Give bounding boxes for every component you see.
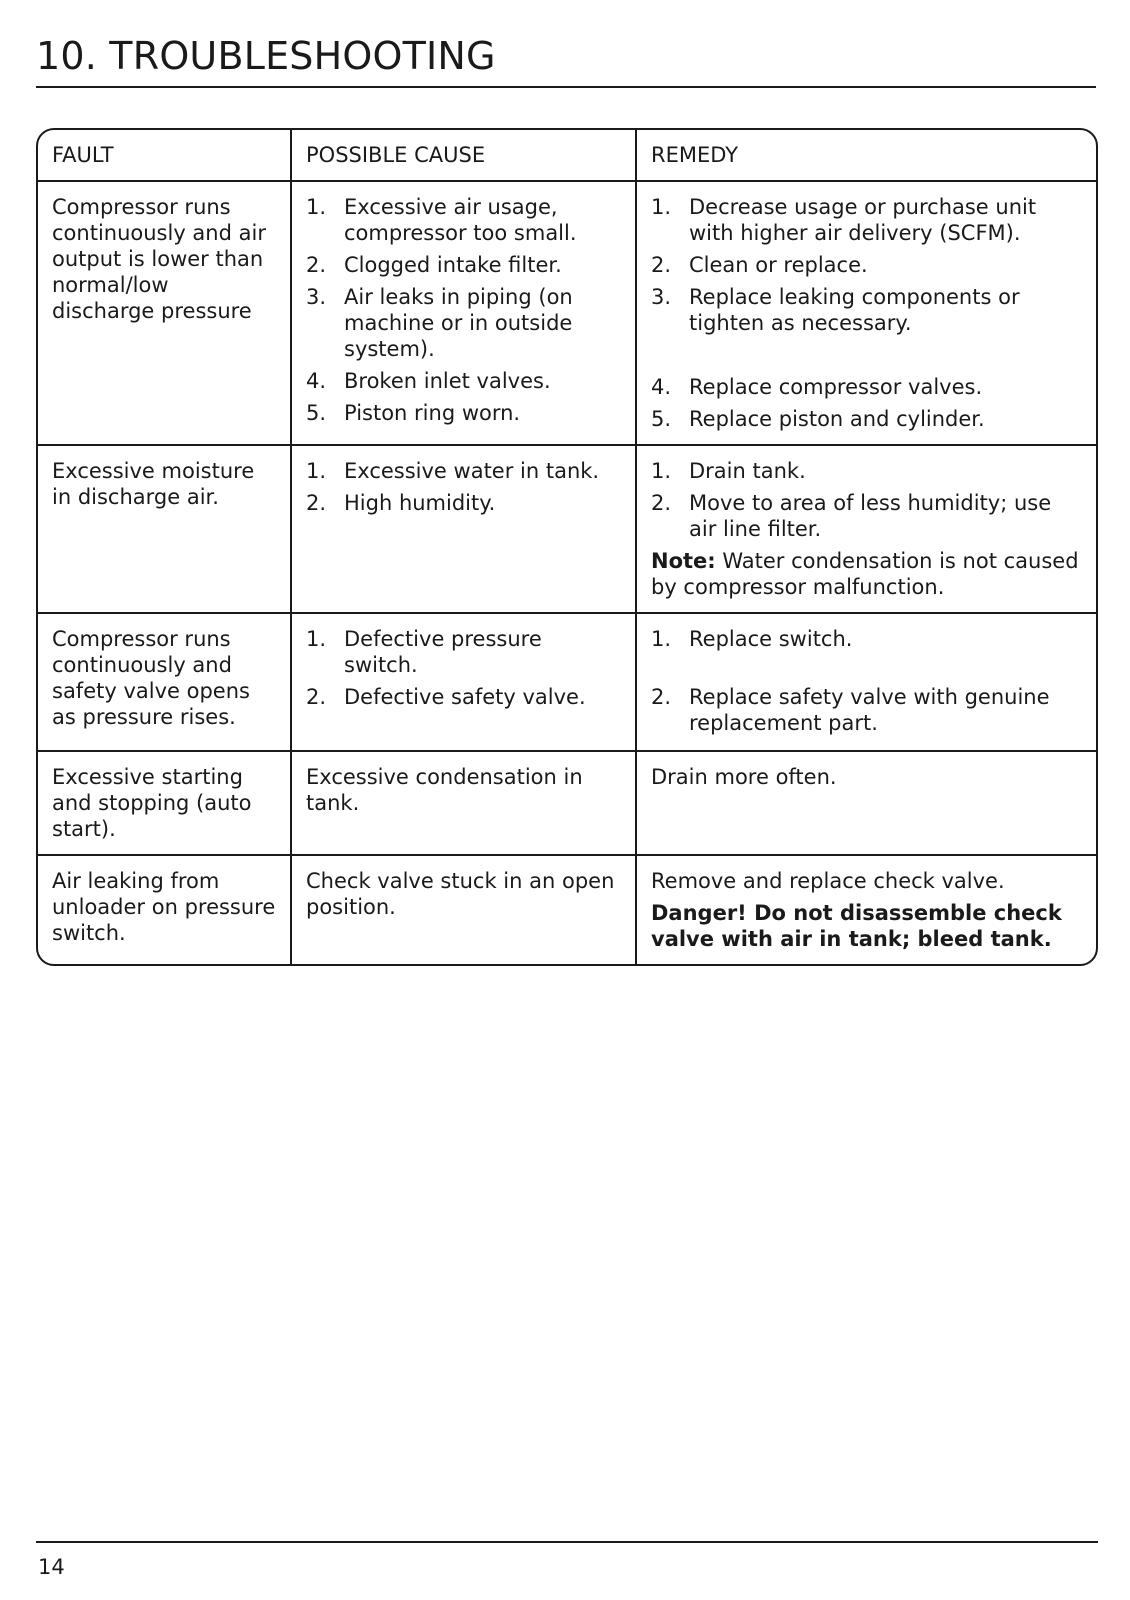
list-item: 5. Piston ring worn. <box>306 401 521 425</box>
list-item: 1. Decrease usage or purchase unit with higher air delivery (SCFM). <box>651 195 1037 245</box>
cause-cell <box>291 613 636 751</box>
list-item: 2. Defective safety valve. <box>306 685 586 709</box>
cause-list <box>306 626 621 710</box>
list-item: 1. Drain tank. <box>651 459 806 483</box>
cause-cell: Excessive condensation in tank. <box>291 751 636 855</box>
table-header-row <box>38 130 1096 181</box>
remedy-cell <box>636 855 1096 964</box>
fault-cell: Compressor runs continuously and safety valve opens as pressure rises. <box>38 613 291 751</box>
column-header-fault: FAULT <box>38 130 291 181</box>
fault-cell: Compressor runs continuously and air output is lower than normal/low discharge pressure <box>38 181 291 445</box>
list-item: 1. Excessive air usage, compressor too small. <box>306 195 577 245</box>
column-header-possible-cause: POSSIBLE CAUSE <box>291 130 636 181</box>
remedy-cell <box>636 181 1096 445</box>
remedy-list <box>651 458 1082 542</box>
footer-divider <box>36 1541 1098 1543</box>
remedy-list <box>651 194 1082 432</box>
remedy-list <box>651 626 1082 736</box>
cause-list <box>306 194 621 426</box>
fault-cell: Excessive starting and stopping (auto start). <box>38 751 291 855</box>
list-item: 2. Move to area of less humidity; use air line filter. <box>651 491 1052 541</box>
remedy-cell: Drain more often. <box>636 751 1096 855</box>
page-number: 14 <box>38 1555 65 1579</box>
cause-cell <box>291 181 636 445</box>
remedy-cell <box>636 445 1096 613</box>
fault-cell: Air leaking from unloader on pressure switch. <box>38 855 291 964</box>
cause-cell <box>291 445 636 613</box>
list-item: 2. Clean or replace. <box>651 253 868 277</box>
troubleshooting-table <box>36 128 1098 966</box>
cause-list <box>306 458 621 516</box>
remedy-text: Remove and replace check valve. <box>651 869 1005 893</box>
column-header-remedy: REMEDY <box>636 130 1096 181</box>
table-row <box>38 855 1096 964</box>
list-item: 1. Excessive water in tank. <box>306 459 600 483</box>
list-item: 2. Replace safety valve with genuine replacement part. <box>651 685 1050 735</box>
list-item: 4. Replace compressor valves. <box>651 375 983 399</box>
table-row <box>38 445 1096 613</box>
cause-cell: Check valve stuck in an open position. <box>291 855 636 964</box>
list-item: 2. High humidity. <box>306 491 496 515</box>
list-item: 4. Broken inlet valves. <box>306 369 551 393</box>
table-row <box>38 613 1096 751</box>
page-header <box>36 30 1096 88</box>
list-item: 3. Air leaks in piping (on machine or in outside system). <box>306 285 573 361</box>
remedy-cell <box>636 613 1096 751</box>
list-item: 3. Replace leaking components or tighten as necessary. <box>651 285 1020 335</box>
list-item: 2. Clogged intake filter. <box>306 253 562 277</box>
danger-warning: Danger! Do not disassemble check valve with air in tank; bleed tank. <box>651 901 1062 951</box>
note-label: Note: <box>651 549 716 573</box>
fault-cell: Excessive moisture in discharge air. <box>38 445 291 613</box>
table-row <box>38 181 1096 445</box>
page-title: 10. TROUBLESHOOTING <box>36 34 496 78</box>
list-item: 1. Replace switch. <box>651 627 853 651</box>
table-row <box>38 751 1096 855</box>
note-text <box>651 548 1082 600</box>
note-body: Water condensation is not caused by compressor malfunction. <box>651 549 1079 599</box>
list-item: 1. Defective pressure switch. <box>306 627 542 677</box>
list-item: 5. Replace piston and cylinder. <box>651 407 985 431</box>
